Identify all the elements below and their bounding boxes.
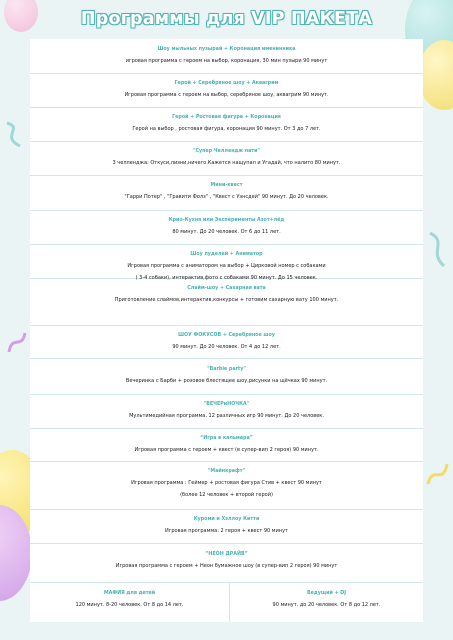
program-description: Игровая программа: 2 героя + квест 90 минут [165, 528, 288, 534]
program-item [30, 211, 423, 245]
program-heading: Шоу мыльных пузырей + Коронация именинника [157, 47, 296, 52]
program-heading: Герой + Ростовая фигура + Коронация [172, 115, 281, 120]
program-item [30, 176, 423, 211]
program-heading: "Супер Челлендж пати" [192, 149, 261, 154]
program-description: "Гарри Потер" , "Гравити Фолз" , "Квест с Уэнсдей" 90 минут. До 20 человек. [124, 194, 329, 200]
program-item [30, 74, 423, 108]
program-description: Мультимедийная программа, 12 различных игр 90 минут. До 20 человек. [129, 413, 324, 419]
program-heading: “НЕОН ДРАЙВ” [205, 552, 248, 557]
program-heading: Мини-квест [210, 183, 243, 188]
program-item [30, 245, 423, 279]
program-item-split [30, 583, 423, 622]
program-description: Игровая программа с героем + Неон бумажное шоу (в супер-вип 2 героя) 90 минут [115, 563, 338, 569]
program-item-right [230, 583, 423, 622]
program-item [30, 462, 423, 510]
program-description: (более 12 человек + второй герой) [180, 491, 273, 498]
program-item [30, 108, 423, 142]
program-description: 90 минут. до 20 человек. От 8 до 12 лет. [272, 602, 381, 608]
program-heading: "Barbie party" [207, 367, 246, 372]
program-heading: МАФИЯ для детей [103, 591, 156, 596]
program-description: Вечеринка с Барби + розовое блестящее шоу,рисунки на щёчках 90 минут. [125, 378, 328, 384]
program-heading: Герой + Серебряное шоу + Аквагрим [174, 81, 279, 86]
program-item [30, 279, 423, 326]
program-item [30, 142, 423, 176]
program-item [30, 359, 423, 395]
confetti-squiggle [426, 230, 450, 270]
program-heading: ШОУ ФОКУСОВ + Серебряное шоу [178, 333, 275, 338]
program-heading: Слайм-шоу + Сахарная вата [187, 286, 266, 291]
program-item [30, 395, 423, 429]
page-title: Программы для VIP ПАКЕТА [80, 9, 373, 29]
program-heading: Шоу пуделей + Аниматор [190, 252, 263, 257]
program-description: 90 минут. До 20 человек. От 4 до 12 лет. [172, 344, 281, 350]
program-heading: Куроми и Хэллоу Китти [193, 517, 260, 522]
program-heading: “Игра в кальмара” [200, 436, 253, 441]
program-description: Игровая программа с героем + квест (в супер-вип 2 героя) 90 минут. [134, 447, 319, 453]
confetti-squiggle [425, 460, 451, 490]
program-item [30, 429, 423, 462]
program-description: 120 минут. 8-20 человек. От 8 до 14 лет. [75, 602, 184, 608]
program-heading: Ведущий + DJ [306, 591, 347, 596]
program-description: 3 челленджа: Откуси,лизни,ничего.Кажется нащупал и Угадай, что налито 80 минут. [112, 160, 341, 166]
program-description: Игровая программа с героем на выбор, серебряное шоу, аквагрим 90 минут. [124, 92, 329, 98]
program-item [30, 544, 423, 583]
program-description: игровая программа с героем на выбор, коронация, 30 мин пузыри 90 минут [125, 58, 328, 64]
program-description: Приготовление слаймов,интерактив,конкурсы + готовим сахарную вату 100 минут. [114, 297, 339, 303]
program-item [30, 510, 423, 544]
program-description: ( 3-4 собаки), интерактив,фото с собаками 90 минут. До 15 человек. [135, 274, 318, 281]
program-heading: Крио-Кухня или Эксперименты Азот+лёд [168, 218, 285, 223]
confetti-squiggle [6, 330, 28, 356]
program-description: Герой на выбор , ростовая фигура, коронация 90 минут. От 3 до 7 лет. [132, 126, 321, 132]
program-item [30, 39, 423, 74]
confetti-squiggle [4, 120, 28, 150]
program-item-left [30, 583, 230, 622]
programs-card [30, 39, 423, 622]
program-heading: "Майнкрафт" [207, 469, 246, 474]
program-heading: "ВЕЧЕРиНОЧКА" [203, 402, 250, 407]
program-description: 80 минут. До 20 человек. От 6 до 11 лет. [172, 229, 281, 235]
program-item [30, 326, 423, 359]
program-description: Игровая программа : Геймер + ростовая фигура Стив + квест 90 минут [131, 480, 322, 486]
program-description: Игровая программа с аниматором на выбор + Цирковой номер с собаками [127, 263, 326, 269]
